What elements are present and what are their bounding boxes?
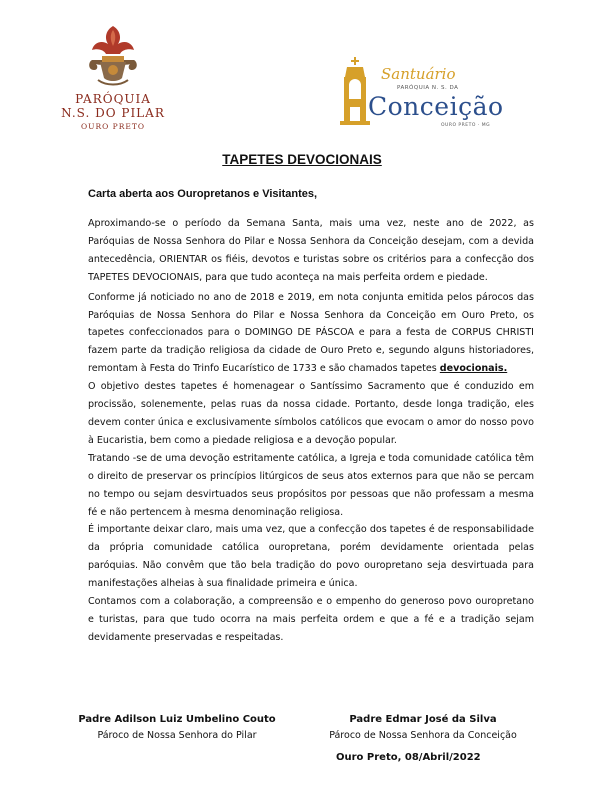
pilar-logo [54,20,172,140]
letter-body [88,215,534,647]
pilar-logo-line1: PARÓQUIA [75,92,151,106]
ouro-preto-text: OURO PRETO · MG [441,123,491,128]
pilar-emblem-icon [78,20,148,90]
pilar-logo-line2: N.S. DO PILAR [61,106,165,120]
salutation: Carta aberta aos Ouropretanos e Visitantes, [88,188,318,200]
paragraph-3: O objetivo destes tapetes é homenagear o Santíssimo Sacramento que é conduzido em procissão, solenemente, pelas ruas da nossa cidade. Portanto, desde longa tradição, eles devem conter única e exclusivamente símbolos católicos que evocam o amor do nosso povo à Eucaristia, bem como a piedade religiosa e a devoção popular. [88,381,534,446]
santuario-text: Santuário [381,65,456,83]
paragraph-2-text: Conforme já noticiado no ano de 2018 e 2019, em nota conjunta emitida pelos párocos das Paróquias de Nossa Senhora do Pilar e Nossa Senhora da Conceição em Ouro Preto, os tapetes confeccionados para o DOMINGO DE PÁSCOA e para a festa de CORPUS CHRISTI fazem parte da tradição religiosa da cidade de Ouro Preto e, segundo alguns historiadores, remontam à Festa do Trinfo Eucarístico de 1733 e são chamados tapetes [88,291,534,375]
paragraph-2 [88,289,534,379]
paragraph-6: Contamos com a colaboração, a compreensão e o empenho do generoso povo ouropretano e turistas, para que tudo ocorra na mais perfeita ordem e que a fé e a tradição sejam devidamente preservadas e respeitadas. [88,596,534,643]
signature-left [72,712,282,744]
signature-right [318,712,528,744]
paragraph-4: Tratando -se de uma devoção estritamente católica, a Igreja e toda comunidade católica têm o direito de preservar os princípios litúrgicos de seus atos externos para que não se percam no tempo ou sejam desvirtuados seus propósitos por pessoas que não professam a mesma fé e não pertencem à mesma denominação religiosa. [88,452,534,518]
letter-date: Ouro Preto, 08/Abril/2022 [336,752,481,763]
conceicao-logo [335,55,505,135]
document-title: TAPETES DEVOCIONAIS [222,152,382,167]
paragraph-5: É importante deixar claro, mais uma vez, que a confecção dos tapetes é de responsabilidade da própria comunidade católica ouropretana, porém devidamente orientada pelas paróquias. Não convêm que tão bela tradição do povo ouropretano seja desvirtuada para manifestações alheias à sua finalidade primeira e única. [88,524,534,590]
signature-right-name: Padre Edmar José da Silva [349,714,497,725]
paroquia-text: PARÓQUIA N. S. DA [397,85,459,91]
signature-left-role: Pároco de Nossa Senhora do Pilar [97,730,257,741]
paragraph-1: Aproximando-se o período da Semana Santa, mais uma vez, neste ano de 2022, as Paróquias de Nossa Senhora do Pilar e Nossa Senhora da Conceição desejam, com a devida antecedência, ORIENTAR os fiéis, devotos e turistas sobre os critérios para a confecção dos TAPETES DEVOCIONAIS, para que tudo aconteça na mais perfeita ordem e piedade. [88,218,534,283]
conceicao-text: Conceição [368,92,504,121]
signature-right-role: Pároco de Nossa Senhora da Conceição [329,730,517,741]
pilar-logo-line3: OURO PRETO [81,122,145,131]
paragraph-2-emphasis: devocionais. [439,363,508,375]
signature-left-name: Padre Adilson Luiz Umbelino Couto [78,714,276,725]
